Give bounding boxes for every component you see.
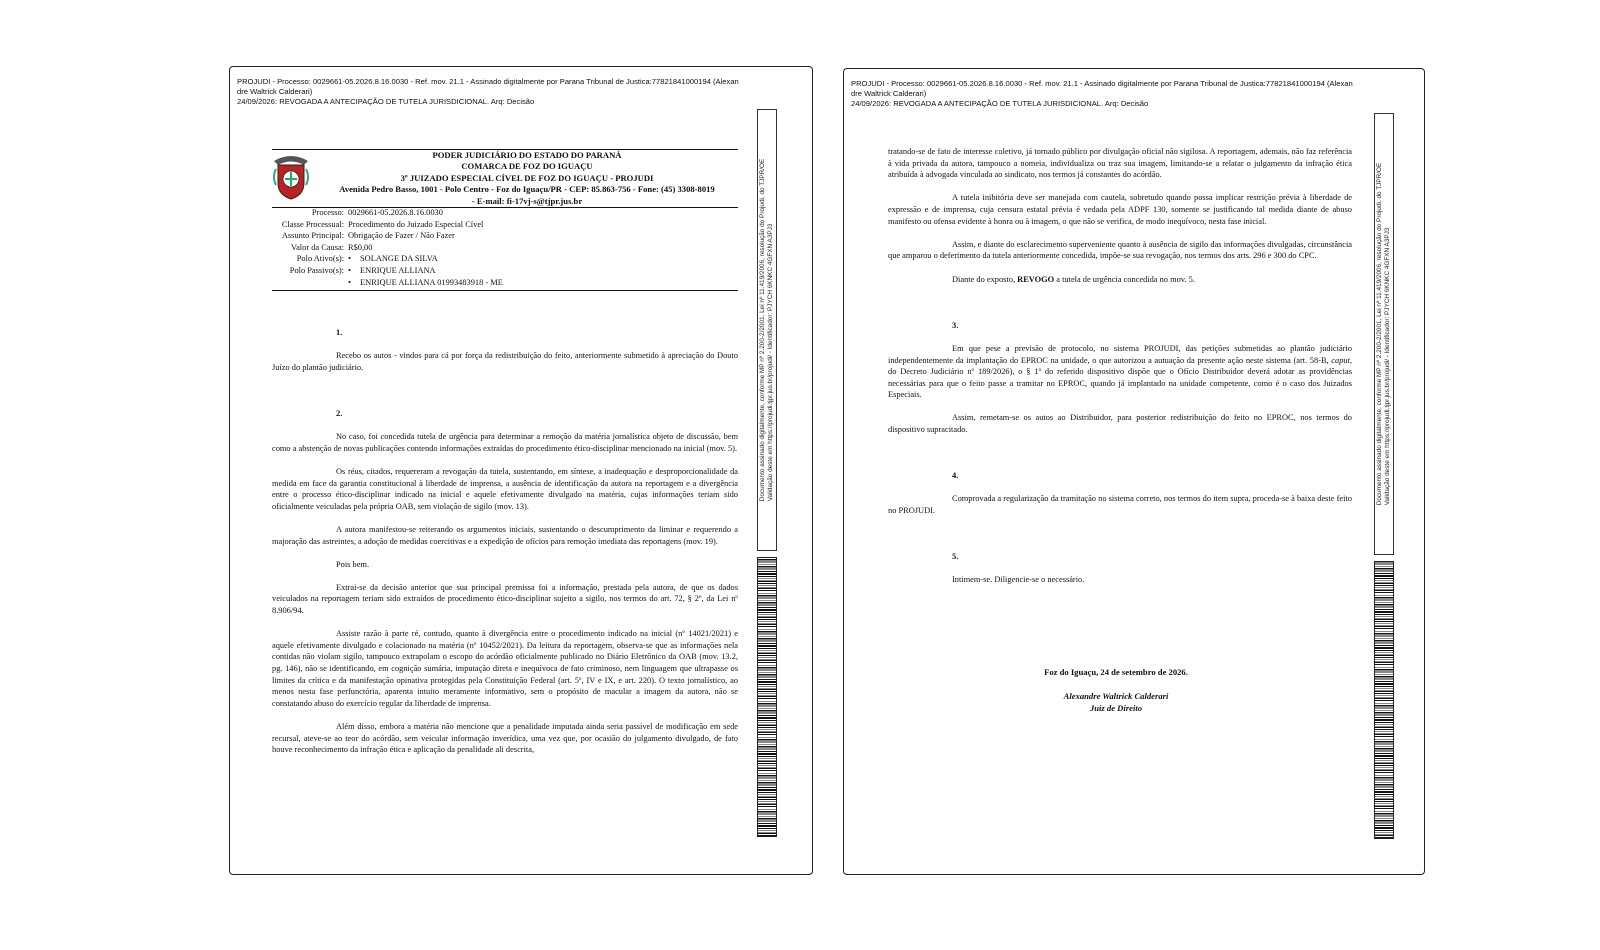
paragraph <box>888 343 1352 401</box>
parana-coat-of-arms-icon <box>272 153 310 201</box>
paragraph: Recebo os autos - vindos para cá por força da redistribuição do feito, anteriormente submetido à apreciação do Douto Juízo do plantão judiciário. <box>272 351 738 372</box>
court-email: - E-mail: fi-17vj-s@tjpr.jus.br <box>471 195 583 206</box>
case-field-label: Classe Processual: <box>281 219 344 229</box>
paragraph: Além disso, embora a matéria não mencione que a penalidade imputada ainda seria passível de modificação em sede recursal, ateve-se ao teor do acórdão, sem veicular informação inverídica, uma vez que, por ocasião do julgamento divulgado, de fato houve reconhecimento da infração ética e aplicação da penalidade ali descrita, <box>272 722 738 755</box>
court-address: Avenida Pedro Basso, 1001 - Polo Centro - Foz do Iguaçu/PR - CEP: 85.863-756 - Fone: (45) 3308-8019 <box>339 184 715 195</box>
case-value: R$0,00 <box>348 242 373 252</box>
court-title: PODER JUDICIÁRIO DO ESTADO DO PARANÁ <box>432 150 622 160</box>
paragraph: Extrai-se da decisão anterior que sua principal premissa foi a informação, prestada pela autora, de que os dados veiculados na reportagem teriam sido extraídos de procedimento ético-disciplinar sujeito a sigilo, nos termos do art. 72, § 2º, da Lei nº 8.906/94. <box>272 582 738 616</box>
judge-name: Alexandre Waltrick Calderari <box>1063 691 1169 701</box>
paragraph-text: do Decreto Judiciário nº 189/2026), o § 1º do referido dispositivo dispõe que o Ofício Distribuidor deverá adotar as providências necessárias para que o feito passe a tramitar no EPROC, quando já implantado na unidade competente, como é o caso dos Juizados Especiais. <box>888 367 1352 400</box>
paragraph-text: a tutela de urgência concedida no mov. 5. <box>1056 274 1195 284</box>
header-line: PROJUDI - Processo: 0029661-05.2026.8.16.0030 - Ref. mov. 21.1 - Assinado digitalmente por Parana Tribunal de Justica:77821841000194 (Alexan <box>851 79 1353 88</box>
case-class: Procedimento do Juizado Especial Cível <box>348 219 484 229</box>
paragraph-emphasis: caput, <box>1331 355 1352 365</box>
header-line: 24/09/2026: REVOGADA A ANTECIPAÇÃO DE TUTELA JURISDICIONAL. Arq: Decisão <box>237 97 535 106</box>
barcode <box>757 557 777 837</box>
section-number: 3. <box>952 320 959 330</box>
paragraph: Intimem-se. Diligencie-se o necessário. <box>952 575 1085 585</box>
paragraph: Pois bem. <box>336 559 370 569</box>
paragraph: A autora manifestou-se reiterando os argumentos iniciais, sustentando o descumprimento da liminar e requerendo a majoração das astreintes, a adoção de medidas coercitivas e a expedição de ofícios para remoção imediata das reportagens (mov. 19). <box>272 524 738 546</box>
court-district: COMARCA DE FOZ DO IGUAÇU <box>461 161 593 172</box>
header-line: 24/09/2026: REVOGADA A ANTECIPAÇÃO DE TUTELA JURISDICIONAL. Arq: Decisão <box>851 99 1149 108</box>
plaintiff-name: SOLANGE DA SILVA <box>360 254 438 264</box>
case-field-label: Assunto Principal: <box>281 231 344 241</box>
document-page-1 <box>229 66 813 875</box>
page-header <box>851 79 1381 109</box>
case-field-label: Valor da Causa: <box>290 242 344 252</box>
paragraph: No caso, foi concedida tutela de urgência para determinar a remoção da matéria jornalística objeto de discussão, bem como a abstenção de novas publicações contendo informações extraídas do procedimento ético-disciplinar mencionado na inicial (mov. 5). <box>272 432 738 453</box>
paragraph: Assiste razão à parte ré, contudo, quanto à divergência entre o procedimento indicado na inicial (nº 14021/2021) e aquele efetivamente divulgado e colacionado na matéria (nº 10452/2021). Da leitura da reportagem, observa-se que as informações nela contidas não violam sigilo, tampouco extrapolam o escopo do acórdão oficialmente publicado no Diário Eletrônico da OAB (mov. 13.2, pg. 146), não se identificando, em cognição sumária, imputação direta e inequívoca de fato criminoso, nem linguagem que ultrapasse os limites da crítica e da manifestação opinativa protegidas pela Constituição Federal (art. 5º, IV e IX, e art. 220). O texto jornalístico, ao menos nesta fase perfunctória, aparenta intuito meramente informativo, sem o propósito de macular a imagem da autora, não se constatando abuso do exercício regular da liberdade de imprensa. <box>272 629 738 708</box>
section-number: 2. <box>336 408 343 418</box>
decision-body-page-1 <box>272 327 738 767</box>
place-and-date: Foz do Iguaçu, 24 de setembro de 2026. <box>1044 667 1188 677</box>
paragraph: Os réus, citados, requereram a revogação da tutela, sustentando, em síntese, a inadequação e desproporcionalidade da medida em face da garantia constitucional à liberdade de imprensa, a ausência de identificação da autora na reportagem e a divergência entre o processo ético-disciplinar indicado na inicial e aquele efetivamente divulgado na matéria, cujas informações teriam sido oficialmente veiculadas pela própria OAB, sem violação de sigilo (mov. 13). <box>272 466 738 511</box>
bullet-icon: • <box>348 254 351 264</box>
case-field-label: Polo Passivo(s): <box>289 265 344 275</box>
signature-text: Documento assinado digitalmente, conforme MP nº 2.200-2/2001, Lei nº 11.419/2006, resolução do Projudi, do TJPR/OE <box>759 158 766 502</box>
case-number: 0029661-05.2026.8.16.0030 <box>348 208 443 217</box>
bullet-icon: • <box>348 265 351 275</box>
paragraph: Comprovada a regularização da tramitação no sistema correto, nos termos do item supra, proceda-se à baixa deste feito no PROJUDI. <box>888 494 1352 516</box>
header-line: dre Waltrick Calderari) <box>851 89 927 98</box>
signature-validation-strip <box>757 109 777 551</box>
court-unit: 3º JUIZADO ESPECIAL CÍVEL DE FOZ DO IGUAÇU - PROJUDI <box>400 172 654 183</box>
paragraph: tratando-se de fato de interesse coletivo, já tornado público por divulgação oficial não sigilosa. A reportagem, ademais, não faz referência à vida privada da autora, tampouco a nomeia, individualiza ou traz sua imagem, limitando-se a relatar o julgamento da infração ética atribuída à advogada vinculada ao sindicato, nos termos já constantes do acórdão. <box>888 147 1352 180</box>
bullet-icon: • <box>348 277 351 287</box>
header-line: PROJUDI - Processo: 0029661-05.2026.8.16.0030 - Ref. mov. 21.1 - Assinado digitalmente por Parana Tribunal de Justica:77821841000194 (Alexan <box>237 77 739 86</box>
defendant-name: ENRIQUE ALLIANA 01993483918 - ME <box>360 277 503 287</box>
case-subject: Obrigação de Fazer / Não Fazer <box>348 231 455 241</box>
section-number: 4. <box>952 471 959 481</box>
judge-role: Juiz de Direito <box>1089 703 1143 713</box>
case-field-label: Polo Ativo(s): <box>296 254 344 264</box>
section-number: 1. <box>336 328 343 337</box>
paragraph-text: Em que pese a previsão de protocolo, no sistema PROJUDI, das petições submetidas ao plantão judiciário independentemente da implantação do EPROC na unidade, o que autorizou a autuação da presente ação neste sistema (art. 58-B, <box>888 343 1352 365</box>
validation-text: Validação deste em https://projudi.tjpr.jus.br/projudi/ - Identificador: PJYCH 6KNKC 4GFXN A3PJ3 <box>767 223 774 502</box>
paragraph <box>888 274 1352 286</box>
case-info <box>272 207 738 291</box>
page-header <box>237 77 767 107</box>
signature-validation-strip <box>1374 113 1394 555</box>
court-heading <box>272 149 738 208</box>
defendant-name: ENRIQUE ALLIANA <box>360 265 436 275</box>
document-page-2 <box>843 68 1425 875</box>
paragraph: Assim, remetam-se os autos ao Distribuidor, para posterior redistribuição do feito no EPROC, nos termos do dispositivo supracitado. <box>888 413 1352 435</box>
validation-text: Validação deste em https://projudi.tjpr.jus.br/projudi/ - Identificador: PJYCH 6KNKC 4GFXN A3PJ3 <box>1384 227 1391 506</box>
section-number: 5. <box>952 552 959 562</box>
decision-body-page-2 <box>888 146 1352 598</box>
operative-term: REVOGO <box>1017 274 1055 284</box>
signature-text: Documento assinado digitalmente, conforme MP nº 2.200-2/2001, Lei nº 11.419/2006, resolução do Projudi, do TJPR/OE <box>1376 162 1383 506</box>
paragraph-text: Diante do exposto, <box>952 274 1016 284</box>
paragraph: Assim, e diante do esclarecimento superveniente quanto à ausência de sigilo das informações divulgadas, circunstância que amparou o deferimento da tutela anteriormente concedida, impõe-se sua revogação, nos termos dos arts. 296 e 300 do CPC. <box>888 239 1352 261</box>
header-line: dre Waltrick Calderari) <box>237 87 313 96</box>
case-field-label: Processo: <box>311 208 344 217</box>
paragraph: A tutela inibitória deve ser manejada com cautela, sobretudo quando possa implicar restrição prévia à liberdade de expressão e de imprensa, cuja censura estatal prévia é vedada pela ADPF 130, somente se justificando tal medida diante de abuso manifesto ou ofensa evidente à honra ou à imagem, o que não se verifica, de modo inequívoco, nesta fase inicial. <box>888 193 1352 226</box>
